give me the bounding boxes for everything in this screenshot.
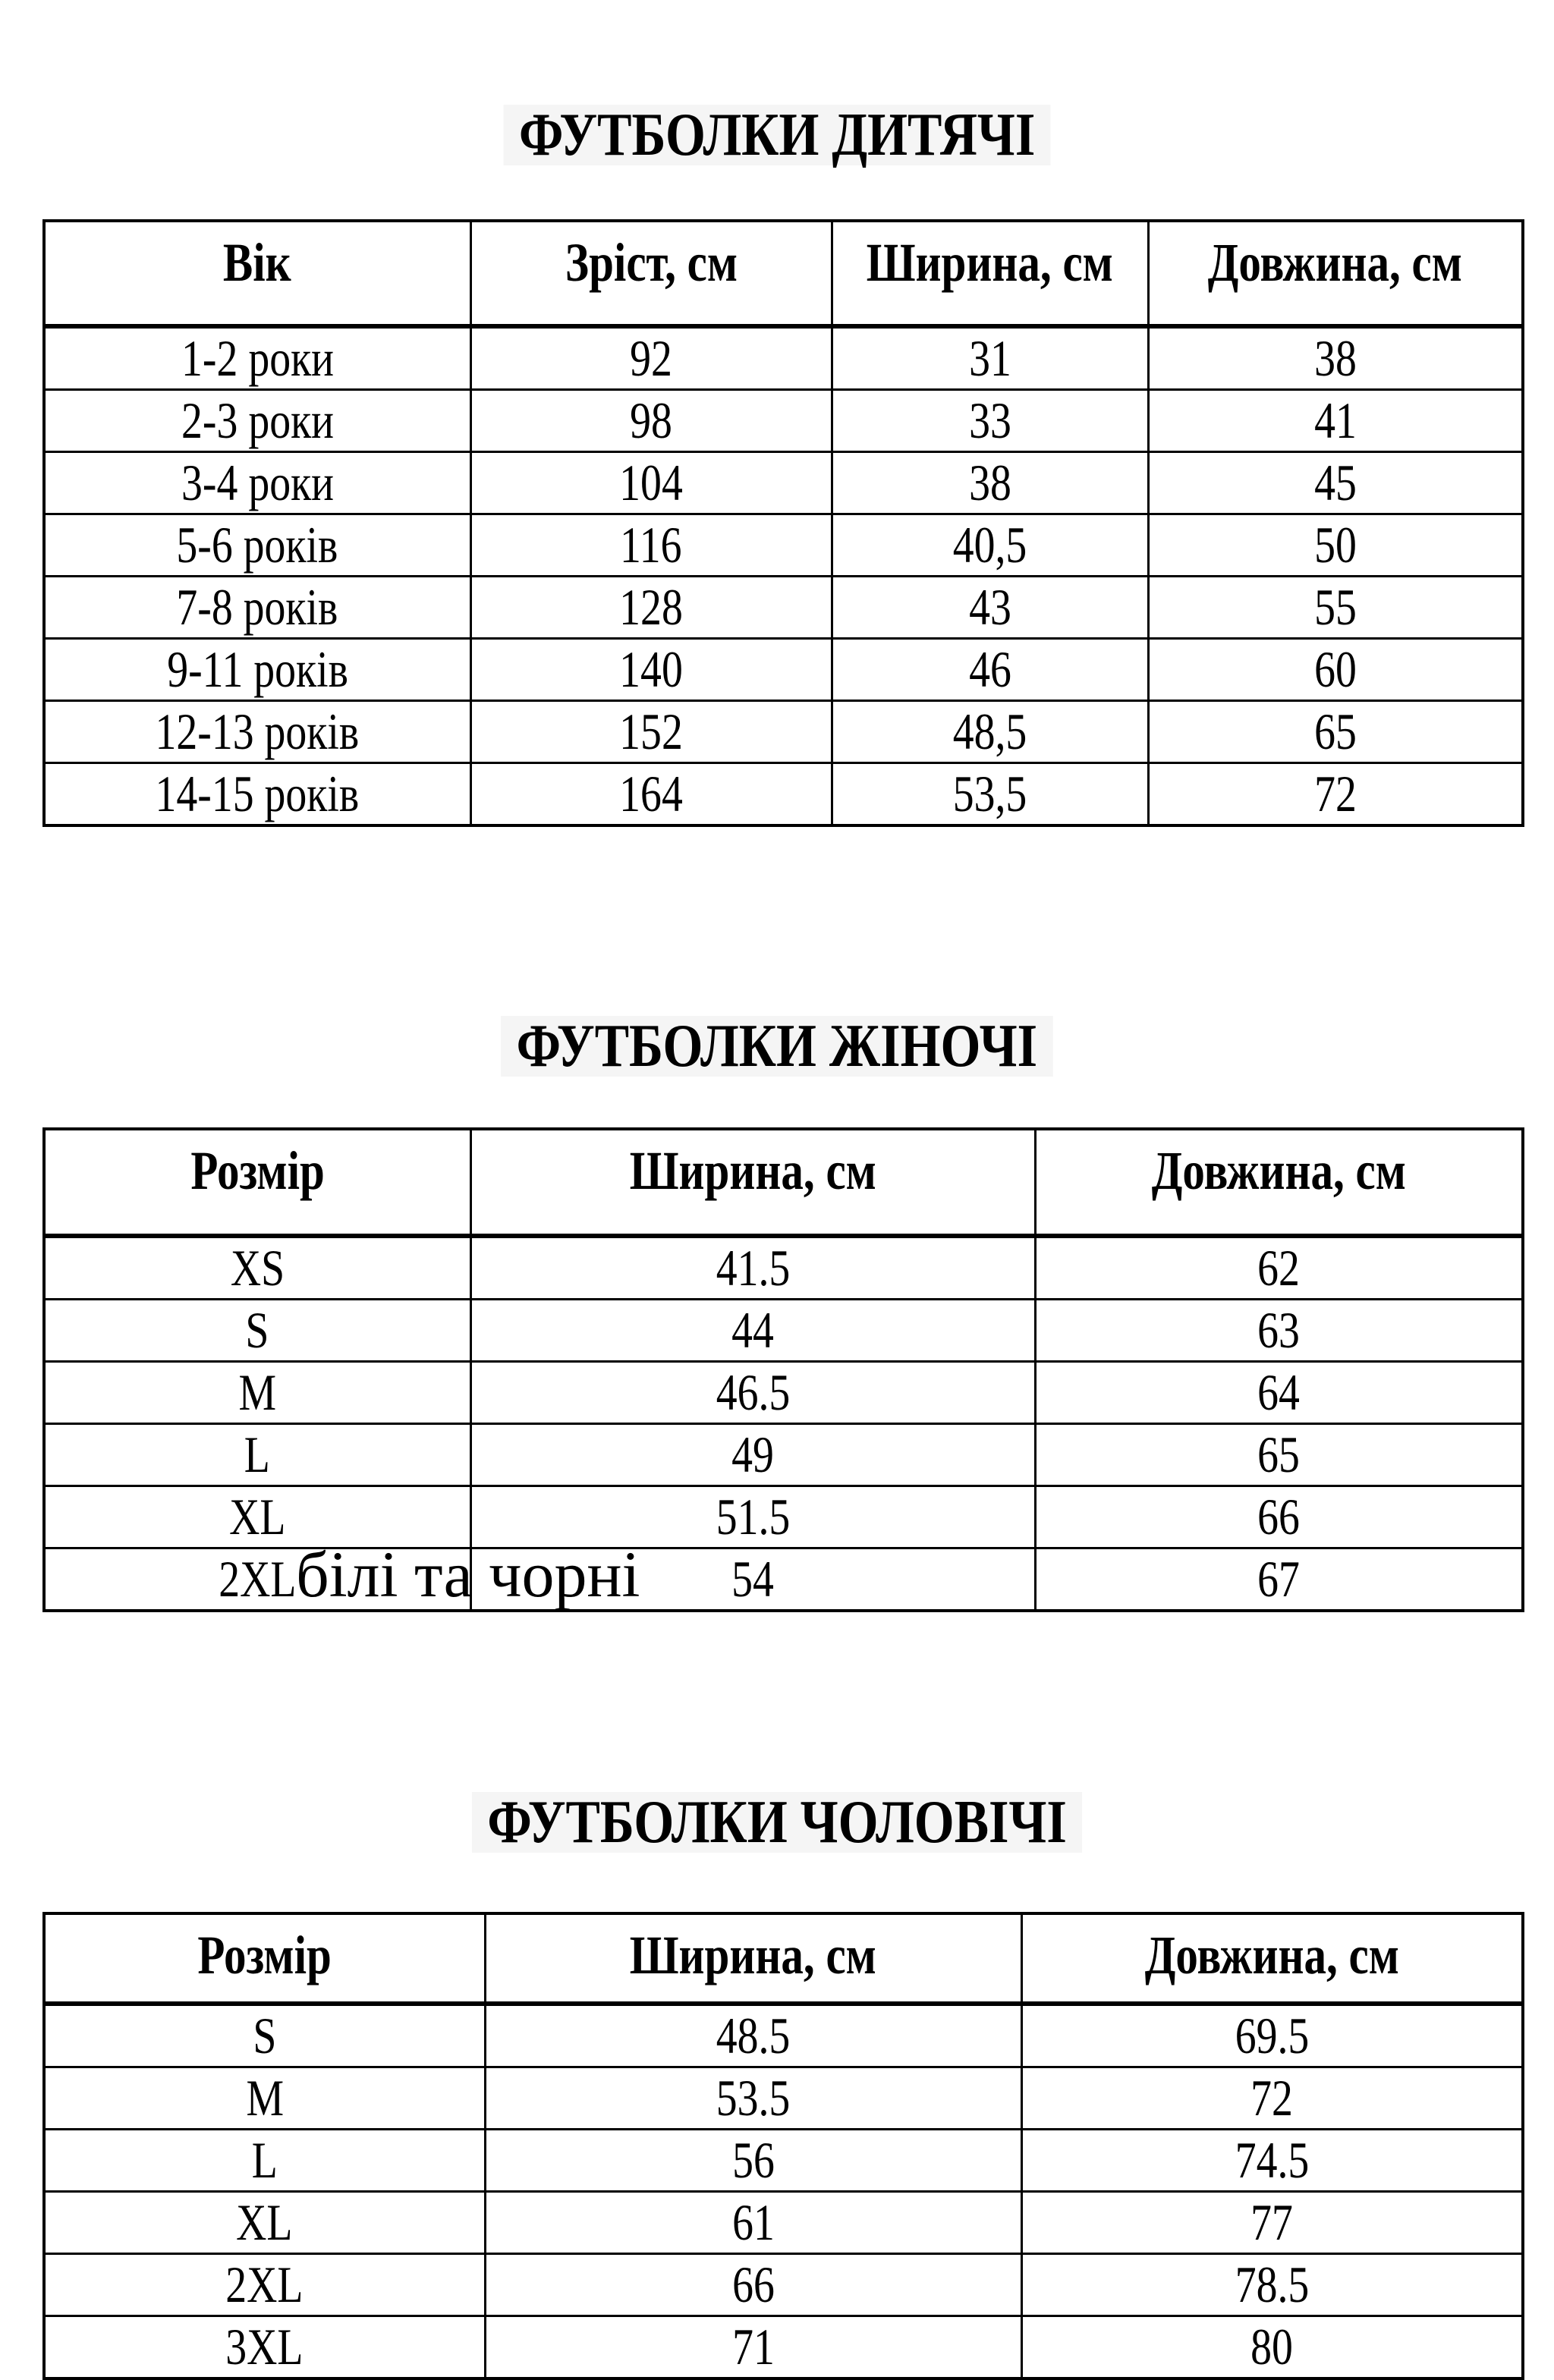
cell-text: 54 [731, 1550, 774, 1608]
width-cell [832, 639, 1148, 701]
cell-text: 128 [619, 578, 683, 636]
height-cell [470, 452, 832, 514]
cell-text: 48,5 [952, 703, 1027, 760]
cell-text: 104 [619, 454, 683, 511]
section-title-men: ФУТБОЛКИ ЧОЛОВІЧІ [472, 1792, 1082, 1853]
width-cell [832, 390, 1148, 452]
length-cell [1021, 2254, 1523, 2316]
age-cell [44, 577, 470, 639]
cell-text: 164 [619, 765, 683, 822]
width-cell [470, 1236, 1035, 1300]
cell-text: XS [230, 1239, 285, 1297]
cell-text: 38 [1313, 329, 1357, 387]
length-cell [1035, 1548, 1523, 1611]
cell-text: 40,5 [952, 516, 1027, 574]
width-cell [485, 2192, 1021, 2254]
cell-text: L [251, 2131, 278, 2189]
cell-text: 53.5 [716, 2069, 791, 2127]
cell-text: 49 [731, 1426, 774, 1483]
cell-text: 116 [620, 516, 682, 574]
size-cell [44, 1538, 640, 1611]
header-cell-size [44, 1913, 485, 2004]
cell-text: 31 [968, 329, 1011, 387]
section-men-tshirts [0, 1789, 1554, 2380]
header-cell-length [1021, 1913, 1523, 2004]
men-table-head [44, 1913, 1523, 2004]
width-cell [485, 2254, 1021, 2316]
cell-text: 2XL [219, 1550, 297, 1608]
cell-text: 44 [731, 1301, 774, 1359]
cell-text: 5-6 років [176, 516, 338, 574]
cell-text: 3XL [225, 2318, 304, 2375]
cell-text: S [245, 1301, 269, 1359]
header-cell-width [470, 1129, 1035, 1236]
age-cell [44, 390, 470, 452]
length-cell [1035, 1300, 1523, 1362]
size-row [44, 1300, 1523, 1362]
size-cell [44, 1362, 470, 1424]
size-cell [44, 1236, 470, 1300]
size-cell [44, 1424, 470, 1486]
men-table-body [44, 2004, 1523, 2378]
cell-text: 12-13 років [155, 703, 360, 760]
cell-text: 41.5 [716, 1239, 790, 1297]
cell-text: 65 [1257, 1426, 1301, 1483]
width-cell [470, 1424, 1035, 1486]
cell-text: 53,5 [952, 765, 1027, 822]
cell-text: S [253, 2007, 277, 2064]
height-cell [470, 577, 832, 639]
size-row [44, 701, 1523, 763]
cell-text: 77 [1250, 2193, 1294, 2251]
cell-text: 67 [1257, 1550, 1301, 1608]
cell-text: 72 [1250, 2069, 1294, 2127]
age-cell [44, 763, 470, 826]
cell-text: 71 [731, 2318, 775, 2375]
age-cell [44, 639, 470, 701]
cell-text: 9-11 років [166, 640, 348, 698]
length-cell [1148, 577, 1523, 639]
header-cell-width [832, 221, 1148, 326]
size-row [44, 2067, 1523, 2130]
header-label: Довжина, см [1144, 1925, 1399, 1985]
length-cell [1021, 2192, 1523, 2254]
length-cell [1148, 390, 1523, 452]
width-cell [485, 2316, 1021, 2379]
header-cell-age [44, 221, 470, 326]
length-cell [1148, 639, 1523, 701]
cell-text: 98 [630, 391, 672, 449]
men-title-bar [0, 1789, 1554, 1868]
cell-text: 2XL [225, 2256, 304, 2313]
size-row [44, 1236, 1523, 1300]
section-title-kids: ФУТБОЛКИ ДИТЯЧІ [503, 105, 1050, 165]
cell-text: M [245, 2069, 284, 2127]
colors-note: білі та чорні [296, 1538, 640, 1611]
cell-text: 92 [630, 329, 672, 387]
cell-text: 43 [968, 578, 1011, 636]
size-cell [44, 2067, 485, 2130]
size-row [44, 2254, 1523, 2316]
height-cell [470, 326, 832, 390]
size-row [44, 2192, 1523, 2254]
header-label: Ширина, см [629, 1140, 876, 1201]
size-row [44, 514, 1523, 577]
cell-text: 7-8 років [176, 578, 338, 636]
header-cell-height [470, 221, 832, 326]
header-label: Вік [223, 232, 292, 293]
cell-text: 152 [619, 703, 683, 760]
width-cell [832, 763, 1148, 826]
cell-text: M [238, 1363, 277, 1421]
cell-text: 46.5 [716, 1363, 790, 1421]
width-cell [470, 1300, 1035, 1362]
cell-text: 60 [1313, 640, 1357, 698]
cell-text: 45 [1313, 454, 1357, 511]
size-row [44, 577, 1523, 639]
length-cell [1021, 2130, 1523, 2192]
cell-text: 3-4 роки [181, 454, 334, 511]
size-row [44, 452, 1523, 514]
kids-table-head [44, 221, 1523, 326]
height-cell [470, 514, 832, 577]
cell-text: 46 [968, 640, 1011, 698]
size-row [44, 1486, 1523, 1548]
width-cell [485, 2067, 1021, 2130]
cell-text: 66 [1257, 1488, 1301, 1545]
header-label: Зріст, см [565, 232, 738, 293]
length-cell [1148, 763, 1523, 826]
cell-text: 62 [1257, 1239, 1301, 1297]
width-cell [832, 326, 1148, 390]
header-row [44, 1129, 1523, 1236]
women-size-table [42, 1127, 1524, 1612]
length-cell [1021, 2316, 1523, 2379]
size-row [44, 326, 1523, 390]
header-label: Довжина, см [1151, 1140, 1406, 1201]
age-cell [44, 452, 470, 514]
header-label: Розмір [197, 1925, 332, 1985]
cell-text: 33 [968, 391, 1011, 449]
cell-text: 80 [1250, 2318, 1294, 2375]
size-row [44, 1362, 1523, 1424]
length-cell [1148, 326, 1523, 390]
kids-size-table [42, 219, 1524, 827]
height-cell [470, 701, 832, 763]
age-cell [44, 514, 470, 577]
cell-text: 38 [968, 454, 1011, 511]
size-cell [44, 2004, 485, 2067]
cell-text: 55 [1313, 578, 1357, 636]
length-cell [1021, 2004, 1523, 2067]
length-cell [1148, 701, 1523, 763]
cell-text: 51.5 [716, 1488, 790, 1545]
length-cell [1021, 2067, 1523, 2130]
width-cell [485, 2130, 1021, 2192]
height-cell [470, 763, 832, 826]
size-row [44, 1548, 1523, 1611]
size-cell [44, 2130, 485, 2192]
header-row [44, 1913, 1523, 2004]
cell-text: 78.5 [1235, 2256, 1310, 2313]
header-label: Розмір [190, 1140, 325, 1201]
header-row [44, 221, 1523, 326]
size-row [44, 2130, 1523, 2192]
cell-text: 74.5 [1235, 2131, 1310, 2189]
size-row [44, 1424, 1523, 1486]
size-cell [44, 2316, 485, 2379]
section-title-women: ФУТБОЛКИ ЖІНОЧІ [501, 1016, 1052, 1077]
section-women-tshirts [0, 1013, 1554, 1612]
length-cell [1035, 1362, 1523, 1424]
size-cell [44, 1300, 470, 1362]
men-size-table [42, 1912, 1524, 2380]
length-cell [1035, 1424, 1523, 1486]
width-cell [832, 577, 1148, 639]
length-cell [1148, 514, 1523, 577]
width-cell [485, 2004, 1021, 2067]
cell-text: 41 [1313, 391, 1357, 449]
cell-text: XL [236, 2193, 293, 2251]
size-cell [44, 2192, 485, 2254]
size-row [44, 2004, 1523, 2067]
header-cell-width [485, 1913, 1021, 2004]
length-cell [1035, 1486, 1523, 1548]
header-label: Ширина, см [866, 232, 1114, 293]
cell-text: 1-2 роки [181, 329, 334, 387]
cell-text: 65 [1313, 703, 1357, 760]
cell-text: 61 [731, 2193, 775, 2251]
cell-text: 66 [731, 2256, 775, 2313]
length-cell [1035, 1236, 1523, 1300]
length-cell [1148, 452, 1523, 514]
header-label: Ширина, см [629, 1925, 877, 1985]
cell-text: 140 [619, 640, 683, 698]
size-cell [44, 2254, 485, 2316]
cell-text: 63 [1257, 1301, 1301, 1359]
header-cell-length [1035, 1129, 1523, 1236]
size-row [44, 390, 1523, 452]
width-cell [832, 514, 1148, 577]
header-cell-size [44, 1129, 470, 1236]
width-cell [832, 701, 1148, 763]
width-cell [470, 1362, 1035, 1424]
kids-table-body [44, 326, 1523, 825]
height-cell [470, 390, 832, 452]
size-row [44, 2316, 1523, 2379]
width-cell [832, 452, 1148, 514]
cell-text: XL [229, 1488, 286, 1545]
header-cell-length [1148, 221, 1523, 326]
age-cell [44, 326, 470, 390]
women-title-bar [0, 1013, 1554, 1092]
height-cell [470, 639, 832, 701]
size-row [44, 639, 1523, 701]
cell-text: 48.5 [716, 2007, 791, 2064]
cell-text: 2-3 роки [181, 391, 334, 449]
cell-text: L [244, 1426, 271, 1483]
size-row [44, 763, 1523, 826]
cell-text: 14-15 років [155, 765, 360, 822]
section-kids-tshirts [0, 0, 1554, 827]
women-table-body [44, 1236, 1523, 1611]
women-table-head [44, 1129, 1523, 1236]
cell-text: 64 [1257, 1363, 1301, 1421]
cell-text: 69.5 [1235, 2007, 1310, 2064]
cell-text: 50 [1313, 516, 1357, 574]
kids-title-bar [0, 0, 1554, 181]
age-cell [44, 701, 470, 763]
cell-text: 72 [1313, 765, 1357, 822]
cell-text: 56 [731, 2131, 775, 2189]
header-label: Довжина, см [1208, 232, 1463, 293]
